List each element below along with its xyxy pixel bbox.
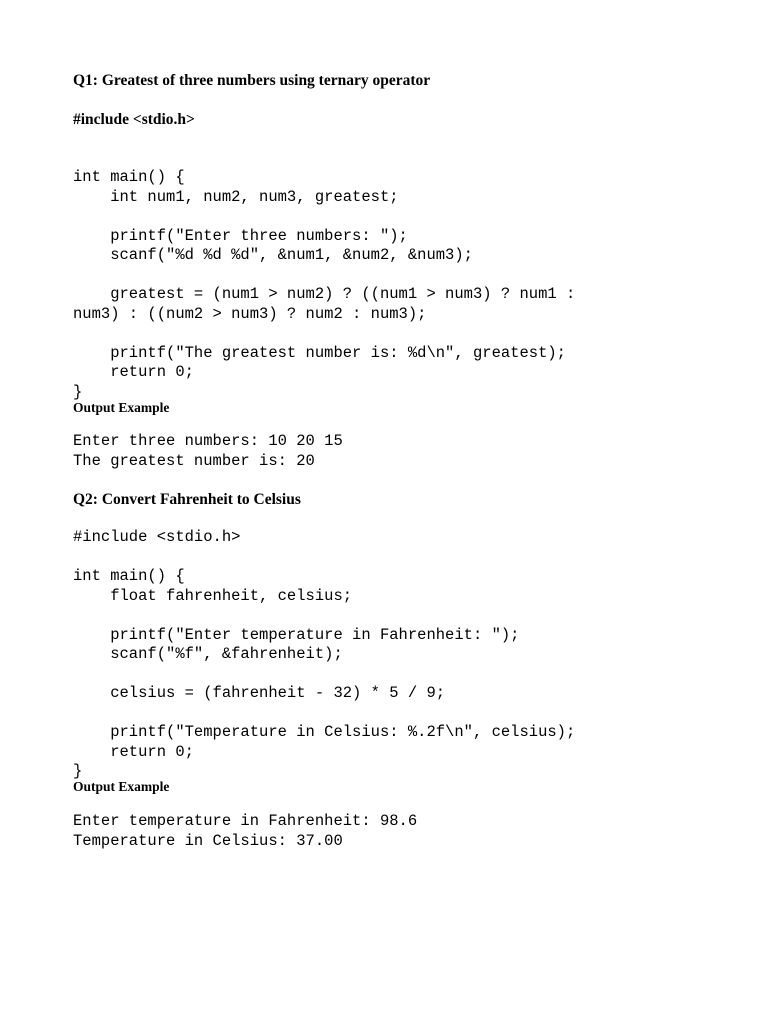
q1-output-line: The greatest number is: 20 xyxy=(73,451,315,470)
q1-code-line xyxy=(73,207,575,227)
q1-code-line: greatest = (num1 > num2) ? ((num1 > num3) ? num1 : xyxy=(73,285,576,303)
q1-title: Q1: Greatest of three numbers using ternary operator xyxy=(73,72,431,89)
q2-code-line: scanf("%f", &fahrenheit); xyxy=(73,645,343,663)
q1-output-block xyxy=(73,432,343,471)
q2-code-line: return 0; xyxy=(73,742,194,761)
q2-output-block xyxy=(73,812,417,851)
q2-title: Q2: Convert Fahrenheit to Celsius xyxy=(73,491,301,508)
q1-code-line: num3) : ((num2 > num3) ? num2 : num3); xyxy=(73,304,427,323)
q1-code-line: return 0; xyxy=(73,363,194,381)
q2-code-line xyxy=(73,606,575,626)
q2-output-label: Output Example xyxy=(73,779,170,794)
q1-code-block xyxy=(73,168,575,402)
q1-code-line xyxy=(73,266,575,286)
q2-code-line: float fahrenheit, celsius; xyxy=(73,586,353,605)
q1-output-line: Enter three numbers: 10 20 15 xyxy=(73,432,343,450)
q2-code-line: celsius = (fahrenheit - 32) * 5 / 9; xyxy=(73,684,446,702)
q2-output-line: Temperature in Celsius: 37.00 xyxy=(73,831,343,850)
q2-code-line xyxy=(73,548,575,568)
q1-code-line: } xyxy=(73,382,83,401)
q2-code-line xyxy=(73,704,575,724)
q1-include-line: #include <stdio.h> xyxy=(73,111,195,128)
q1-code-line xyxy=(73,324,575,344)
q2-code-line: int main() { xyxy=(73,567,185,585)
q2-output-line: Enter temperature in Fahrenheit: 98.6 xyxy=(73,812,418,830)
q2-code-line: #include <stdio.h> xyxy=(73,528,241,546)
q2-code-line: printf("Enter temperature in Fahrenheit: "); xyxy=(73,625,520,644)
q2-code-line: } xyxy=(73,762,83,780)
q1-code-line: scanf("%d %d %d", &num1, &num2, &num3); xyxy=(73,246,473,264)
q2-code-line: printf("Temperature in Celsius: %.2f\n", celsius); xyxy=(73,723,576,741)
q1-output-label: Output Example xyxy=(73,400,170,415)
q1-code-line: int main() { xyxy=(73,168,185,186)
q2-code-block xyxy=(73,528,575,782)
q1-code-line: printf("Enter three numbers: "); xyxy=(73,226,408,245)
q2-code-line xyxy=(73,665,575,685)
q1-code-line: int num1, num2, num3, greatest; xyxy=(73,187,399,206)
q1-code-line: printf("The greatest number is: %d\n", greatest); xyxy=(73,343,566,362)
